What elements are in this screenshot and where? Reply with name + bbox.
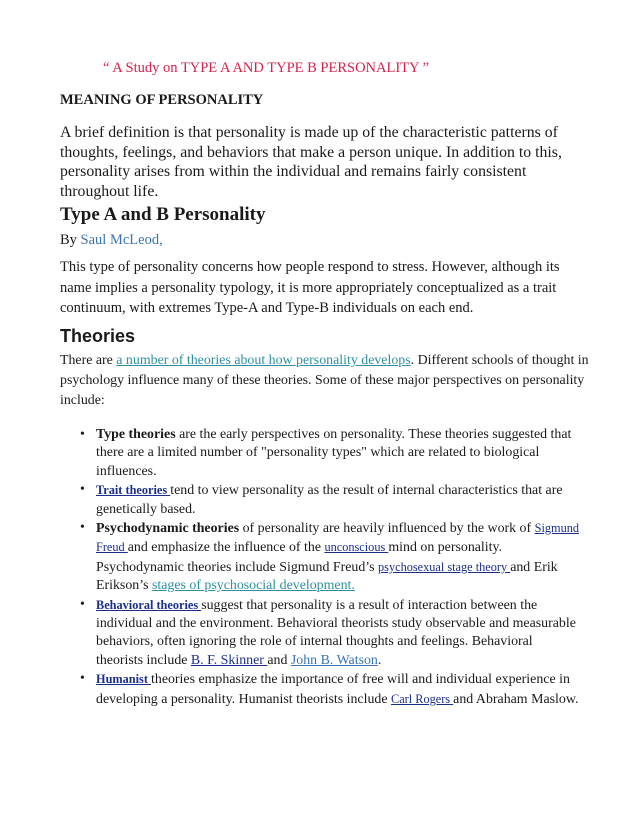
humanist-text-2: and Abraham Maslow.: [453, 691, 579, 707]
behavioral-theories-link[interactable]: Behavioral theories: [96, 597, 202, 612]
theories-list: [80, 426, 580, 709]
bullet-icon: •: [80, 671, 85, 687]
list-item-psychodynamic-theories: [80, 519, 580, 596]
list-item-behavioral-theories: [80, 596, 580, 671]
humanist-link[interactable]: Humanist: [96, 672, 152, 687]
author-link[interactable]: Saul McLeod,: [80, 232, 163, 248]
intro-paragraph: This type of personality concerns how people respond to stress. However, although its name implies a personality typology, it is more appropriately conceptualized as a trait continuum, with extremes Type-A and Type-B individuals on each end.: [60, 259, 560, 316]
theories-link[interactable]: a number of theories about how personality develops: [116, 353, 411, 368]
behavioral-text-1: suggest that personality is a result of interaction between the individual and the environment. Behavioral theorists study observable and measurable behaviors, often ignoring the role of internal thoughts and feelings. Behavioral theorists include: [96, 597, 576, 668]
meaning-heading: MEANING OF PERSONALITY: [60, 92, 264, 108]
psychosexual-stage-theory-link[interactable]: psychosexual stage theory: [378, 559, 511, 574]
bullet-icon: •: [80, 427, 85, 442]
behavioral-text-2: and: [267, 652, 291, 668]
list-item-humanist-theories: [80, 670, 580, 709]
bullet-icon: •: [80, 482, 85, 498]
type-theories-text: are the early perspectives on personality. These theories suggested that there are a limited number of "personality types" which are related to biological influences.: [96, 427, 572, 479]
humanist-text-1: theories emphasize the importance of free will and individual experience in developing a personality. Humanist theorists include: [96, 672, 570, 707]
carl-rogers-link[interactable]: Carl Rogers: [391, 691, 454, 706]
psychodynamic-text-4: and Erik Erikson’s: [96, 559, 558, 594]
document-title: “ A Study on TYPE A AND TYPE B PERSONALITY ”: [103, 60, 430, 76]
psychodynamic-text-3: mind on personality. Psychodynamic theories include Sigmund Freud’s: [96, 540, 503, 575]
theories-text-before: There are: [60, 353, 117, 368]
theories-paragraph: [60, 351, 590, 411]
psychosocial-development-link[interactable]: stages of psychosocial development.: [151, 578, 355, 594]
sigmund-freud-link[interactable]: Sigmund Freud: [96, 521, 580, 555]
trait-theories-link[interactable]: Trait theories: [96, 483, 171, 498]
byline-prefix: By: [60, 232, 81, 248]
term-psychodynamic-theories: Psychodynamic theories: [96, 521, 240, 537]
list-item-trait-theories: [80, 481, 580, 519]
psychodynamic-text-2: and emphasize the influence of the: [127, 540, 325, 556]
unconscious-link[interactable]: unconscious: [324, 540, 389, 555]
term-type-theories: Type theories: [96, 427, 176, 442]
meaning-paragraph: A brief definition is that personality is made up of the characteristic patterns of thoughts, feelings, and behaviors that make a person unique. In addition to this, personality arises from within the individual and remains fairly consistent throughout life.: [60, 124, 562, 200]
bullet-icon: •: [80, 596, 85, 612]
behavioral-text-3: .: [377, 652, 382, 668]
bullet-icon: •: [80, 520, 85, 536]
section-heading: Type A and B Personality: [60, 204, 266, 225]
trait-theories-text: tend to view personality as the result of internal characteristics that are genetically based.: [96, 483, 563, 517]
theories-heading: Theories: [60, 326, 136, 346]
bf-skinner-link[interactable]: B. F. Skinner: [190, 652, 268, 668]
john-watson-link[interactable]: John B. Watson: [290, 652, 378, 668]
psychodynamic-text-1: of personality are heavily influenced by the work of: [239, 521, 535, 537]
theories-text-after: . Different schools of thought in psychology influence many of these theories. Some of these major perspectives on personality include:: [60, 353, 589, 408]
byline: [60, 232, 163, 249]
list-item-type-theories: [80, 426, 580, 481]
